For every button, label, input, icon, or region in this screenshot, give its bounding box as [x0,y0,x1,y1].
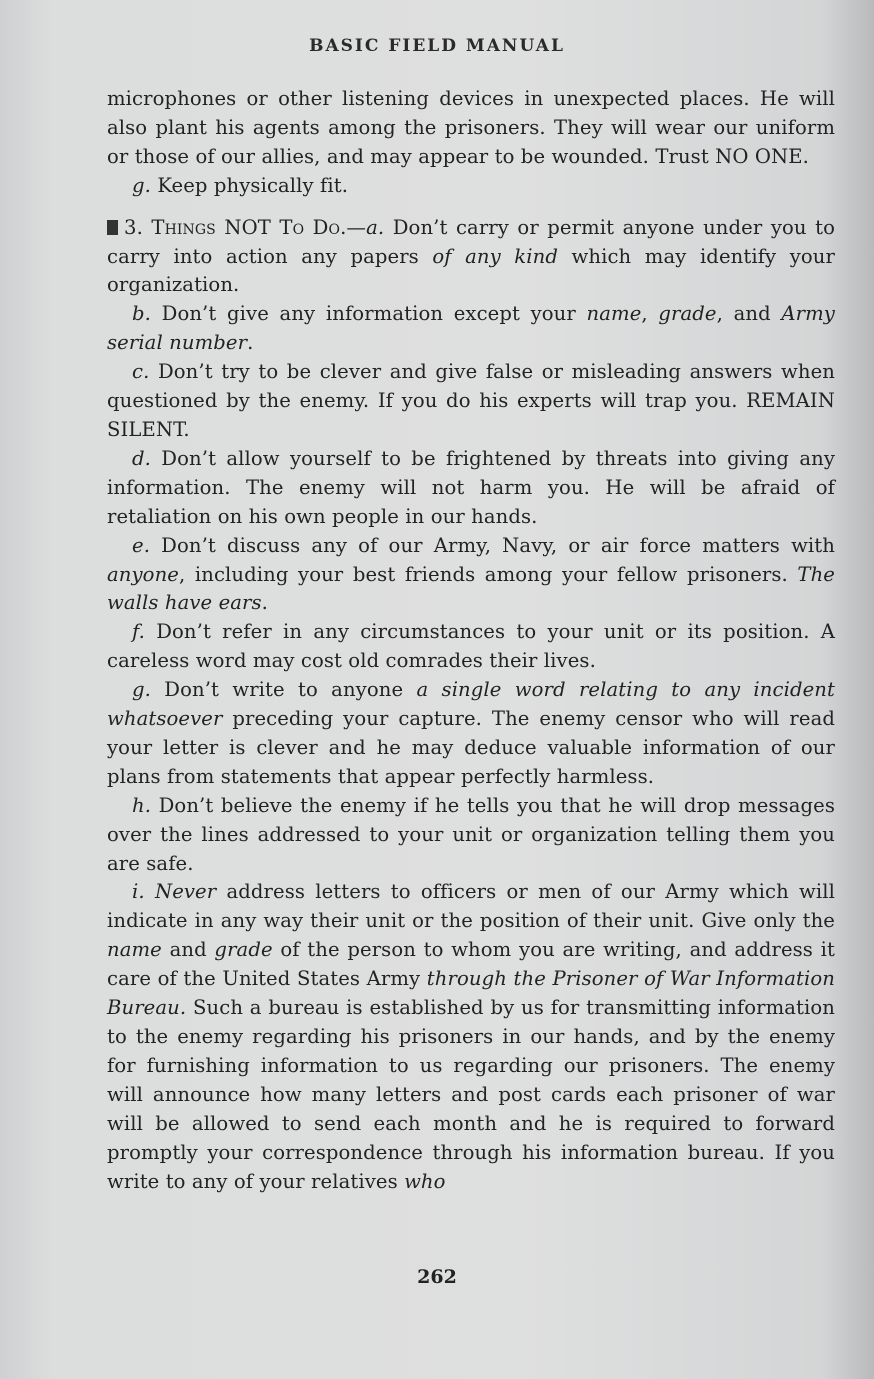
paragraph-text: . [247,331,254,355]
heading-dash: — [346,215,367,239]
paragraph-text: . [261,591,269,615]
paragraph-text: , including your best friends among your fellow prisoners. [178,562,798,586]
emphasis: name [107,938,162,962]
paragraph-item-g-keep-fit [107,172,835,201]
emphasis: anyone [107,562,179,586]
paragraph-text: Don’t try to be clever and give false or misleading answers when questioned by the enemy. If you do his experts will trap you. REMAIN SILENT. [107,360,835,441]
item-letter: b. [132,302,151,326]
item-letter: e. [132,533,151,557]
paragraph-item-d [107,445,835,532]
paragraph-text: Don’t write to anyone [150,678,417,702]
paragraph-text: Don’t discuss any of our Army, Navy, or air force matters with [150,533,835,557]
item-letter: h. [132,793,152,817]
emphasis: Army serial number [107,302,835,355]
paragraph-text: Don’t give any information except your [150,302,587,326]
item-letter: g. [132,173,151,197]
item-letter: f. [132,620,145,644]
section-number: 3. [124,215,143,239]
paragraph-item-g [107,676,835,792]
paragraph-text: of the person to whom you are writing, and address it care of the United States Army [107,938,835,991]
paragraph-text: Such a bureau is established by us for transmitting information to the enemy regarding his prisoners in our hands, and by the enemy for furnishing information to us regarding our prisoners. The enemy will announce how many letters and post cards each prisoner of war will be allowed to send each month and he is required to forward promptly your correspondence through his information bureau. If you write to any of your relatives [107,996,835,1193]
paragraph-text: , and [716,302,782,326]
item-letter: c. [132,360,150,384]
paragraph-text: Don’t believe the enemy if he tells you that he will drop messages over the lines addressed to your unit or organization telling them you are safe. [107,793,835,875]
item-letter: i. [132,880,145,904]
paragraph-item-i [107,878,835,1196]
section-marker-icon [107,220,118,235]
emphasis: grade [658,302,717,326]
emphasis: through the Prisoner of War Information Bureau. [107,967,835,1020]
paragraph-text: and [161,938,215,962]
paragraph-item-h [107,792,835,879]
paragraph-text: Don’t refer in any circumstances to your unit or its position. A careless word may cost old comrades their lives. [107,620,835,673]
emphasis: a single word relating to any incident whatsoever [107,678,835,731]
paragraph-text: preceding your capture. The enemy censor who will read your letter is clever and he may deduce valuable information of our plans from statements that appear perfectly harmless. [107,707,835,788]
item-letter: d. [132,446,151,470]
item-letter: a. [366,215,385,239]
emphasis: of any kind [432,244,559,268]
page-number: 262 [417,1266,457,1288]
item-letter: g. [132,678,151,702]
paragraph-text: which may identify your organization. [107,244,835,297]
section-3-paragraph [107,214,835,301]
paragraph-continuation [107,85,835,172]
paragraph-text: Keep physically fit. [150,173,349,197]
paragraph-item-e [107,532,835,619]
paragraph-text: Don’t carry or permit anyone under you to carry into action any papers [107,215,835,268]
paragraph-text: , [641,302,659,326]
paragraph-text: Don’t allow yourself to be frightened by threats into giving any information. The enemy will not harm you. He will be afraid of retaliation on his own people in our hands. [107,446,835,528]
paragraph-item-f [107,618,835,676]
emphasis: who [404,1169,446,1193]
emphasis: Never [154,880,217,904]
running-head: BASIC FIELD MANUAL [309,36,565,56]
emphasis: The walls have ears [107,562,835,615]
section-heading: Things NOT To Do. [151,215,347,239]
body-text [107,85,835,1196]
emphasis: grade [214,938,273,962]
paragraph-item-b [107,300,835,358]
paragraph-item-c [107,358,835,445]
paragraph-text: address letters to officers or men of our Army which will indicate in any way their unit or the position of their unit. Give only the [107,880,835,933]
paragraph-text: microphones or other listening devices in unexpected places. He will also plant his agents among the prisoners. They will wear our uniform or those of our allies, and may appear to be wounded. Trust NO ONE. [107,87,835,168]
emphasis: name [586,302,642,326]
